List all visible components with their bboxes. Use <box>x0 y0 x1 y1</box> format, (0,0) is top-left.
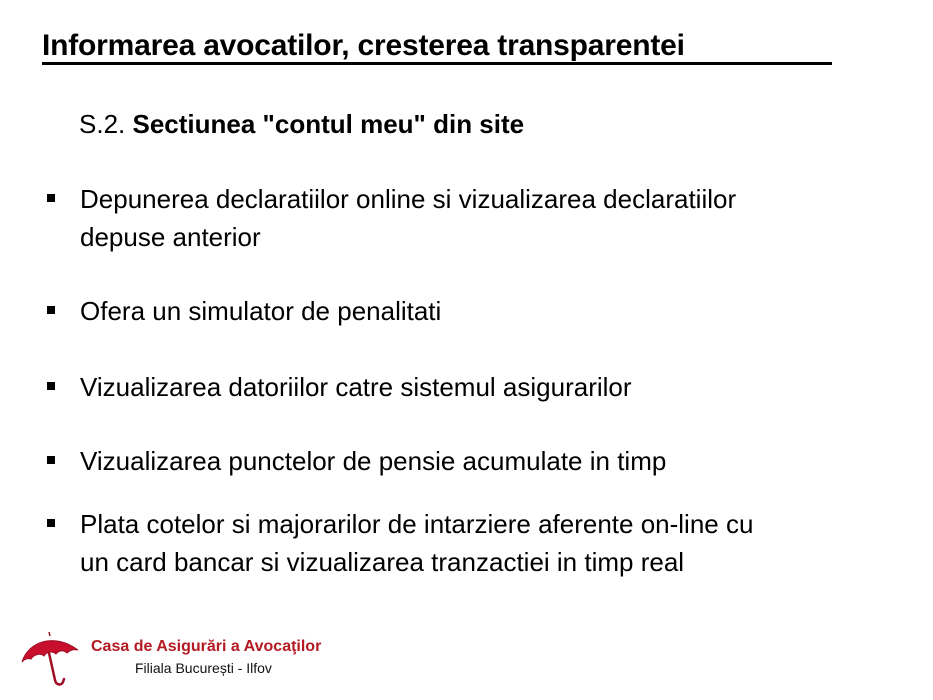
bullet-line: Ofera un simulator de penalitati <box>80 296 442 326</box>
title-underline <box>42 62 832 65</box>
bullet-item <box>44 442 904 480</box>
section-heading: Sectiunea "contul meu" din site <box>132 109 525 139</box>
bullet-line: Depunerea declaratiilor online si vizualizarea declaratiilor <box>80 184 737 214</box>
square-bullet-icon <box>47 519 55 527</box>
bullet-line: depuse anterior <box>80 222 261 252</box>
bullet-text <box>80 292 904 330</box>
bullet-item <box>44 292 904 330</box>
bullet-item <box>44 505 904 581</box>
section-subtitle <box>79 108 524 140</box>
bullet-text <box>80 368 904 406</box>
bullet-item <box>44 368 904 406</box>
bullet-text <box>80 180 904 256</box>
section-number: S.2. <box>79 109 133 139</box>
umbrella-icon <box>18 628 82 692</box>
bullet-line: Vizualizarea datoriilor catre sistemul asigurarilor <box>80 372 632 402</box>
square-bullet-icon <box>47 382 55 390</box>
slide-title: Informarea avocatilor, cresterea transparentei <box>42 29 685 62</box>
bullet-line: Vizualizarea punctelor de pensie acumulate in timp <box>80 446 667 476</box>
organization-name: Casa de Asigurări a Avocaţilor <box>91 638 322 655</box>
bullet-text <box>80 505 904 581</box>
bullet-line: Plata cotelor si majorarilor de intarziere aferente on-line cu <box>80 509 754 539</box>
organization-logo <box>18 622 338 692</box>
square-bullet-icon <box>47 456 55 464</box>
square-bullet-icon <box>47 194 55 202</box>
square-bullet-icon <box>47 306 55 314</box>
branch-name: Filiala București - Ilfov <box>135 660 272 676</box>
bullet-text <box>80 442 904 480</box>
bullet-item <box>44 180 904 256</box>
bullet-line: un card bancar si vizualizarea tranzactiei in timp real <box>80 547 685 577</box>
